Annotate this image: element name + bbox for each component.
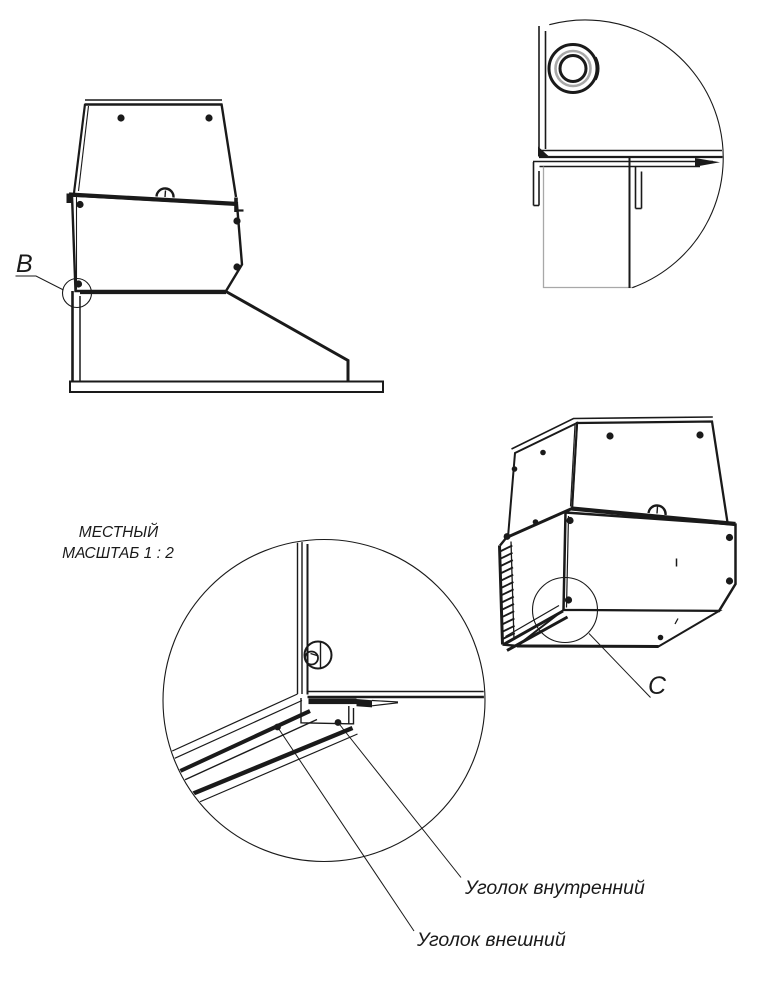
screw-dot	[504, 533, 511, 540]
screw-dot	[512, 466, 518, 472]
screw-dot	[233, 217, 240, 224]
screw-dot	[76, 201, 83, 208]
outer-angle-rails	[158, 694, 358, 810]
screw-dot	[658, 635, 664, 641]
local-detail-view	[62, 523, 645, 951]
middle-panel	[72, 196, 242, 292]
base-plate	[70, 382, 383, 393]
screw-dot	[566, 517, 573, 524]
screw-dot	[606, 432, 613, 439]
scale-note-line2: МАСШТАБ 1 : 2	[62, 545, 174, 562]
local-detail-geometry	[158, 538, 487, 810]
screw-dot	[205, 114, 212, 121]
front-top-panel	[572, 422, 728, 523]
callout-inner-angle-label: Уголок внутренний	[465, 877, 645, 899]
detail-b-boundary-arc	[549, 20, 723, 288]
iso-view	[500, 417, 736, 651]
left-angle-bracket	[534, 162, 540, 206]
callout-outer-angle-label: Уголок внешний	[417, 929, 566, 951]
scale-note-line1: МЕСТНЫЙ	[78, 524, 159, 541]
leader-line-b	[16, 276, 64, 290]
leader-line-inner-angle	[338, 723, 461, 878]
view-b-callout	[16, 250, 64, 290]
screw-dot	[726, 534, 733, 541]
hood-slope	[226, 292, 348, 383]
view-b-label: В	[16, 250, 33, 278]
screw-dot	[565, 596, 572, 603]
screw-dot	[75, 280, 82, 287]
view-c-label: С	[648, 672, 667, 700]
screw-dot	[726, 577, 733, 584]
detail-view-b	[533, 20, 723, 288]
lower-box	[564, 513, 736, 612]
fastener-detail	[305, 642, 332, 669]
side-view	[63, 100, 384, 392]
leader-line-outer-angle	[278, 727, 415, 931]
screw-dot	[233, 263, 240, 270]
louver-grille	[500, 538, 519, 647]
screw-dot	[696, 431, 703, 438]
right-angle-bracket	[636, 167, 642, 209]
screw-dot	[540, 450, 546, 456]
screw-dot	[117, 114, 124, 121]
grommet	[549, 45, 599, 93]
